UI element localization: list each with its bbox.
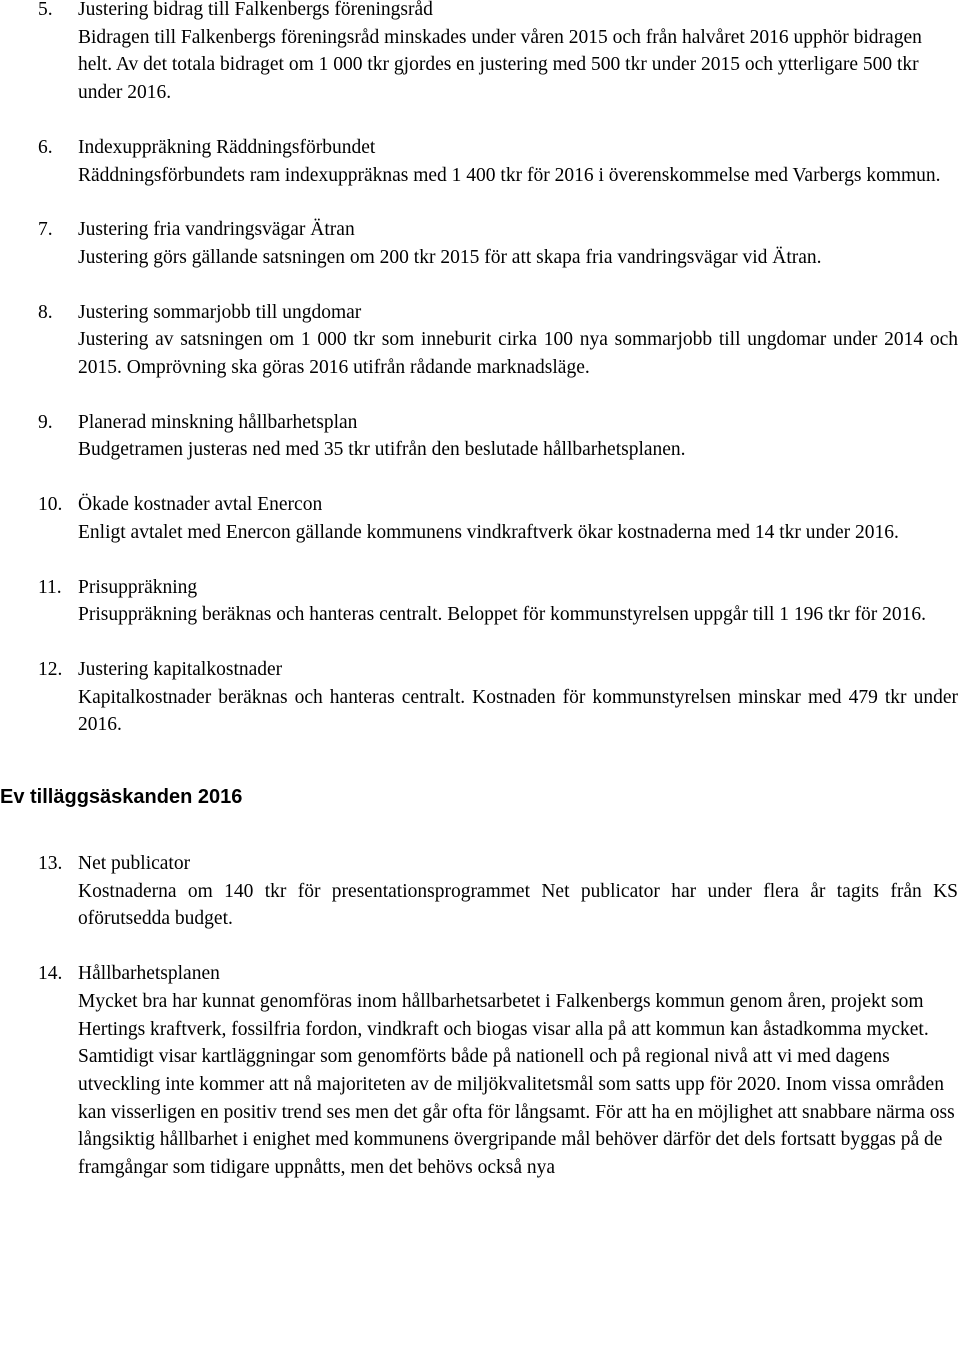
- item-9: [0, 409, 960, 464]
- item-body: Kapitalkostnader beräknas och hanteras centralt. Kostnaden för kommunstyrelsen minskar med 479 tkr under 2016.: [78, 686, 958, 736]
- item-body: Enligt avtalet med Enercon gällande kommunens vindkraftverk ökar kostnaderna med 14 tkr under 2016.: [78, 521, 899, 543]
- item-12: [0, 656, 960, 739]
- item-5: [0, 0, 960, 107]
- item-7: [0, 216, 960, 271]
- item-body: Bidragen till Falkenbergs föreningsråd minskades under våren 2015 och från halvåret 2016 upphör bidragen helt. Av det totala bidraget om 1 000 tkr gjordes en justering med 500 tkr under 2015 och ytterligare 500 tkr under 2016.: [78, 26, 922, 104]
- item-title: Net publicator: [78, 853, 191, 875]
- item-title: Hållbarhetsplanen: [78, 963, 220, 985]
- item-title: Prisuppräkning: [78, 576, 198, 598]
- item-body: Mycket bra har kunnat genomföras inom hållbarhetsarbetet i Falkenbergs kommun genom åren, projekt som Hertings kraftverk, fossilfria fordon, vindkraft och biogas visar alla på att kommun kan åstadkomma mycket. Samtidigt visar kartläggningar som genomförts både på nationell och på regional nivå att vi med dagens utveckling inte kommer att nå majoriteten av de miljökvalitetsmål som satts upp för 2020. Inom vissa områden kan visserligen en positiv trend ses men det går ofta för långsamt. För att ha en möjlighet att snabbare närma oss långsiktig hållbarhet i enighet med kommunens övergripande mål behöver därför det dels fortsatt byggas på de framgångar som tidigare uppnåtts, men det behövs också nya: [78, 990, 955, 1179]
- item-body: Justering görs gällande satsningen om 200 tkr 2015 för att skapa fria vandringsvägar vid Ätran.: [78, 246, 822, 268]
- item-6: [0, 134, 960, 189]
- section-heading: Ev tilläggsäskanden 2016: [0, 786, 243, 809]
- item-number: 6.: [38, 136, 53, 158]
- item-title: Ökade kostnader avtal Enercon: [78, 494, 323, 516]
- item-title: Indexuppräkning Räddningsförbundet: [78, 136, 376, 158]
- item-title: Justering kapitalkostnader: [78, 658, 283, 680]
- item-number: 14.: [38, 963, 63, 985]
- item-number: 13.: [38, 853, 63, 875]
- item-body: Räddningsförbundets ram indexuppräknas med 1 400 tkr för 2016 i överenskommelse med Varbergs kommun.: [78, 164, 941, 186]
- item-13: [0, 850, 960, 933]
- item-body: Budgetramen justeras ned med 35 tkr utifrån den beslutade hållbarhetsplanen.: [78, 439, 686, 461]
- item-title: Justering bidrag till Falkenbergs föreningsråd: [78, 0, 433, 20]
- item-10: [0, 491, 960, 546]
- item-body: Kostnaderna om 140 tkr för presentationsprogrammet Net publicator har under flera år tagits från KS oförutsedda budget.: [78, 880, 958, 930]
- item-title: Justering fria vandringsvägar Ätran: [78, 219, 355, 241]
- item-body: Justering av satsningen om 1 000 tkr som inneburit cirka 100 nya sommarjobb till ungdomar under 2014 och 2015. Omprövning ska göras 2016 utifrån rådande marknadsläge.: [78, 329, 958, 379]
- item-number: 7.: [38, 219, 53, 241]
- item-number: 9.: [38, 411, 53, 433]
- item-number: 8.: [38, 301, 53, 323]
- item-number: 5.: [38, 0, 53, 20]
- item-number: 10.: [38, 494, 63, 516]
- item-14: [0, 960, 960, 1182]
- item-title: Planerad minskning hållbarhetsplan: [78, 411, 358, 433]
- item-number: 12.: [38, 658, 63, 680]
- item-title: Justering sommarjobb till ungdomar: [78, 301, 362, 323]
- item-8: [0, 299, 960, 382]
- item-11: [0, 574, 960, 629]
- item-number: 11.: [38, 576, 62, 598]
- item-body: Prisuppräkning beräknas och hanteras centralt. Beloppet för kommunstyrelsen uppgår till 1 196 tkr för 2016.: [78, 604, 927, 626]
